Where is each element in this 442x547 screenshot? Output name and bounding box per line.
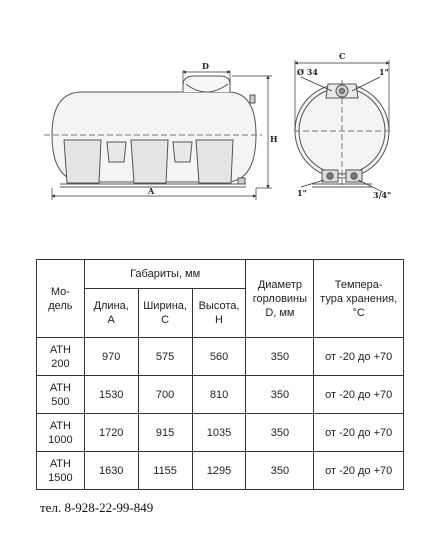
cell-model: АТН 200: [37, 338, 85, 376]
header-neck-diameter: Диаметр горловины D, мм: [246, 260, 314, 338]
tank-drawing: [0, 0, 442, 240]
specs-table: [36, 259, 404, 490]
cell-length: 1630: [84, 452, 138, 490]
header-height: Высота, H: [192, 289, 246, 338]
dim-a-label: A: [148, 186, 155, 196]
dim-d-label: D: [202, 61, 209, 71]
header-length: Длина, A: [84, 289, 138, 338]
side-view: [44, 76, 262, 187]
phone-number: тел. 8-928-22-99-849: [40, 500, 154, 515]
end-view: [294, 80, 390, 187]
cell-height: 560: [192, 338, 246, 376]
fitting-1-inch-top-label: 1": [379, 67, 389, 77]
dim-h-label: H: [270, 134, 278, 144]
cell-neck: 350: [246, 376, 314, 414]
table-row: [37, 452, 404, 490]
fitting-3-4-inch-label: 3/4": [373, 190, 392, 200]
cell-model: АТН 1500: [37, 452, 85, 490]
cell-temp: от -20 до +70: [314, 452, 404, 490]
cell-height: 810: [192, 376, 246, 414]
cell-model: АТН 500: [37, 376, 85, 414]
cell-temp: от -20 до +70: [314, 414, 404, 452]
diameter-34-label: Ø 34: [297, 67, 318, 77]
cell-neck: 350: [246, 452, 314, 490]
header-dimensions: Габариты, мм: [84, 260, 246, 289]
cell-width: 700: [138, 376, 192, 414]
cell-model: АТН 1000: [37, 414, 85, 452]
fitting-1-inch-bottom-label: 1": [297, 188, 307, 198]
header-storage-temperature: Темпера- тура хранения, °C: [314, 260, 404, 338]
dim-c-label: C: [339, 51, 346, 61]
cell-height: 1295: [192, 452, 246, 490]
cell-length: 1530: [84, 376, 138, 414]
cell-width: 1155: [138, 452, 192, 490]
cell-height: 1035: [192, 414, 246, 452]
header-model: Мо- дель: [37, 260, 85, 338]
cell-temp: от -20 до +70: [314, 376, 404, 414]
table-row: [37, 338, 404, 376]
table-row: [37, 376, 404, 414]
cell-length: 1720: [84, 414, 138, 452]
header-width: Ширина, C: [138, 289, 192, 338]
cell-width: 915: [138, 414, 192, 452]
cell-length: 970: [84, 338, 138, 376]
table-row: [37, 414, 404, 452]
cell-neck: 350: [246, 414, 314, 452]
cell-temp: от -20 до +70: [314, 338, 404, 376]
cell-neck: 350: [246, 338, 314, 376]
cell-width: 575: [138, 338, 192, 376]
